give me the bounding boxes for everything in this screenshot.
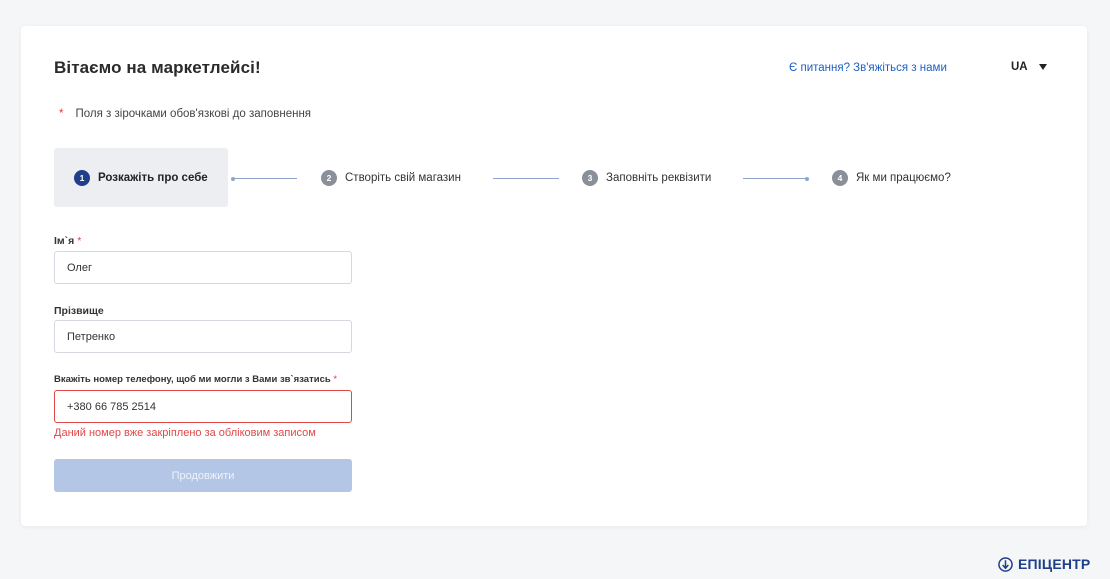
brand-name: ЕПІЦЕНТР bbox=[1018, 556, 1091, 572]
required-star: * bbox=[333, 374, 338, 385]
brand-logo bbox=[998, 556, 1090, 572]
registration-card bbox=[21, 26, 1087, 526]
epicentr-logo-icon bbox=[998, 557, 1013, 572]
phone-label: Вкажіть номер телефону, щоб ми могли з Вами зв`язатись * bbox=[54, 374, 338, 385]
required-star: * bbox=[59, 108, 64, 120]
step-label: Як ми працюємо? bbox=[856, 172, 951, 184]
language-selector[interactable] bbox=[1011, 61, 1047, 73]
step-3[interactable] bbox=[582, 170, 711, 186]
continue-button[interactable]: Продовжити bbox=[54, 459, 352, 492]
step-1[interactable] bbox=[74, 170, 208, 186]
chevron-down-icon bbox=[1039, 64, 1047, 70]
step-number: 4 bbox=[832, 170, 848, 186]
first-name-label: Ім`я * bbox=[54, 235, 82, 247]
step-number: 3 bbox=[582, 170, 598, 186]
step-label: Заповніть реквізити bbox=[606, 172, 712, 184]
step-connector bbox=[493, 178, 559, 179]
step-label: Створіть свій магазин bbox=[345, 172, 461, 184]
required-fields-note bbox=[59, 108, 311, 120]
last-name-input[interactable] bbox=[54, 320, 352, 353]
page-title: Вітаємо на маркетлейсі! bbox=[54, 58, 261, 77]
step-number: 2 bbox=[321, 170, 337, 186]
step-number: 1 bbox=[74, 170, 90, 186]
required-note-text: Поля з зірочками обов'язкові до заповнення bbox=[75, 108, 312, 120]
first-name-input[interactable] bbox=[54, 251, 352, 284]
step-label: Розкажіть про себе bbox=[98, 172, 208, 184]
phone-input[interactable] bbox=[54, 390, 352, 423]
step-4[interactable] bbox=[832, 170, 951, 186]
step-connector bbox=[231, 178, 297, 179]
last-name-label: Прізвище bbox=[54, 305, 104, 317]
language-value: UA bbox=[1011, 61, 1028, 73]
step-2[interactable] bbox=[321, 170, 461, 186]
required-star: * bbox=[77, 235, 82, 247]
step-connector bbox=[743, 178, 809, 179]
contact-us-link[interactable]: Є питання? Зв'яжіться з нами bbox=[789, 62, 947, 74]
phone-error-message: Даний номер вже закріплено за обліковим записом bbox=[54, 427, 316, 439]
